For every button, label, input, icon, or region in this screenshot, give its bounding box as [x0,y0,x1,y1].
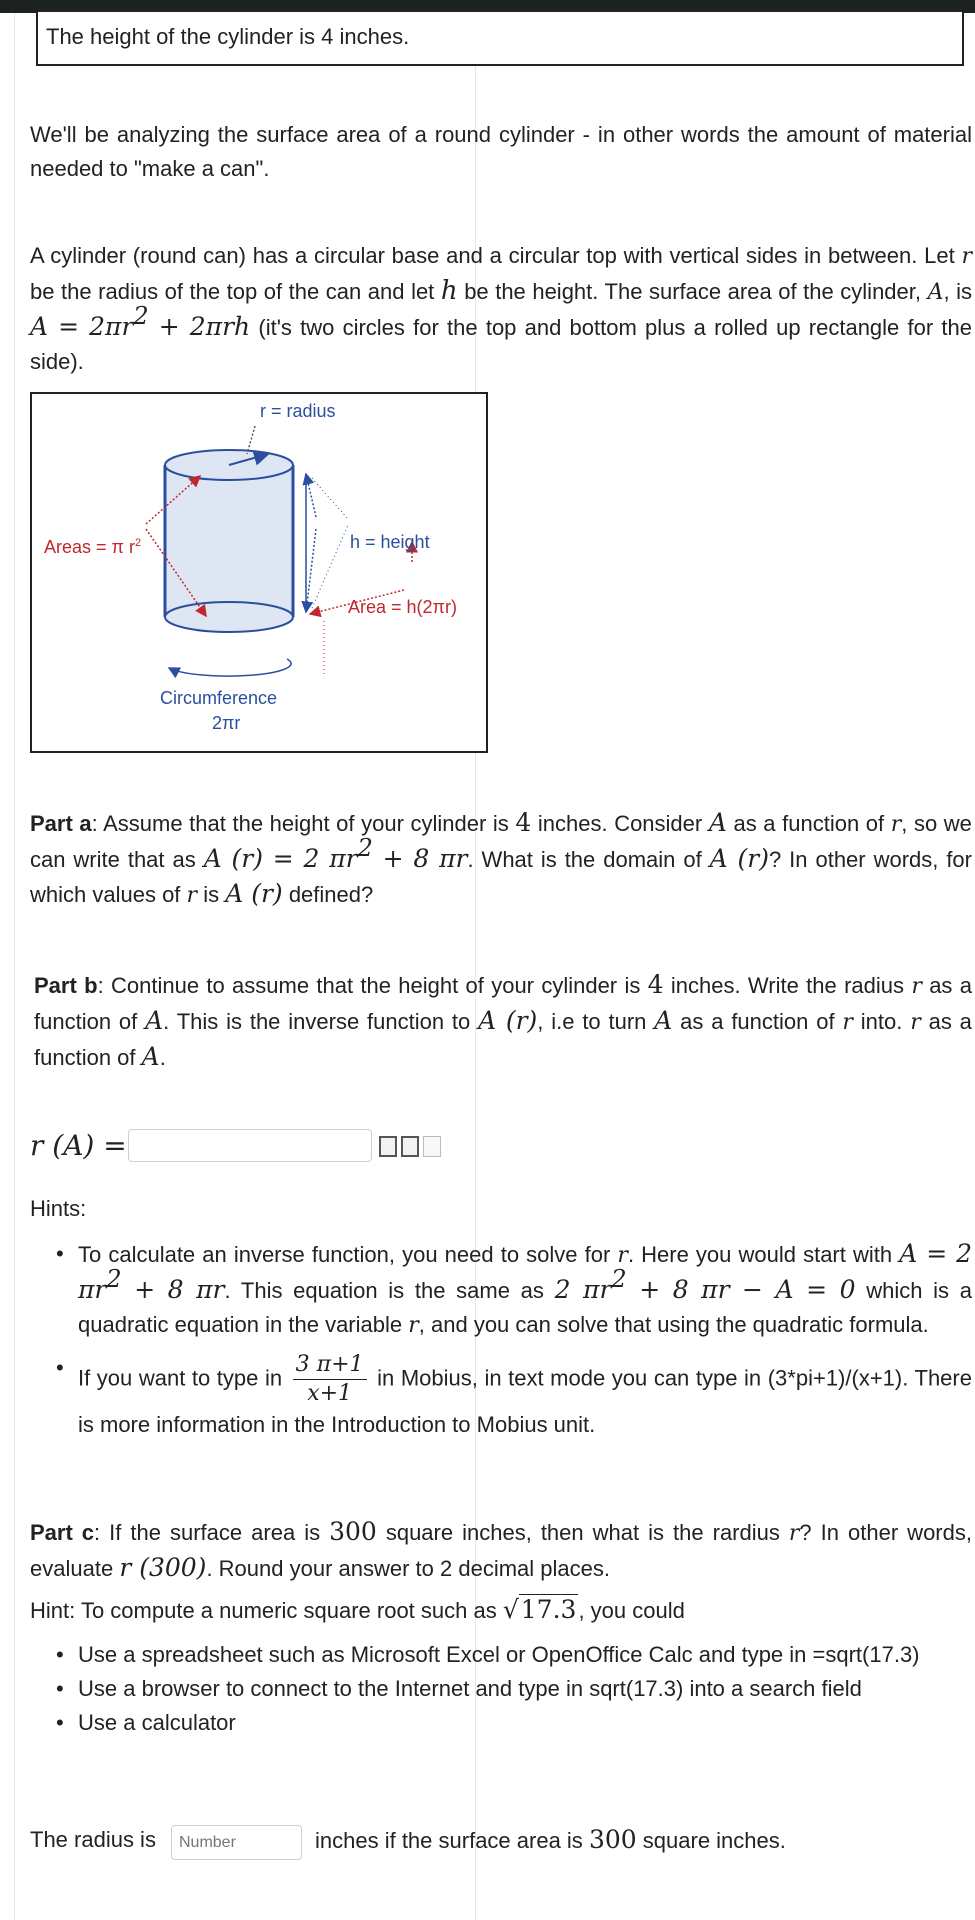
left-border [14,13,15,1920]
hints-list [30,1237,972,1442]
fraction: $\frac{3 \pi+1}{x+1}$ [293,1351,367,1408]
areas-label: Areas = π $r^2$ [44,537,142,557]
intro-paragraph: We'll be analyzing the surface area of a round cylinder - in other words the amount of material needed to "make a can". [30,122,972,181]
circumference-label: Circumference [160,688,278,708]
preview-icon[interactable] [379,1136,397,1157]
sqrt-hint: Hint: To compute a numeric square root such as √17.3, you could [30,1595,685,1624]
header-box [36,10,964,66]
hint-2: • If you want to type in $\frac{3 \pi+1}{x+1}$ in Mobius, in text mode you can type in (3*pi+1)/(x+1). There is more information in the Introduction to Mobius unit. [30,1351,972,1442]
description-paragraph: A cylinder (round can) has a circular base and a circular top with vertical sides in between. Let r be the radius of the top of the can and let h be the height. The surface area of the cylinder, A, is $A = 2\pi r^2 + 2\pi rh$ (it's two circles for the top and bottom plus a rolled up rectangle for the side). [30,243,973,374]
part-c: Part c: If the surface area is 300 square inches, then what is the rardius r? In other words, evaluate r (300). Round your answer to 2 decimal places. [30,1517,972,1582]
list-item: • Use a calculator [30,1706,972,1740]
header-text: The height of the cylinder is 4 inches. [46,24,410,49]
answer-label: r (A) = [30,1129,127,1162]
cylinder-diagram [30,392,488,753]
radius-label: r = radius [260,401,336,421]
part-a: Part a: Assume that the height of your cylinder is 4 inches. Consider A as a function of r, so we can write that as A (r) = 2 $\pi r^2 + 8$ πr. What is the domain of A (r)? In other words, for which values of r is A (r) defined? [30,808,972,908]
height-label: h = height [350,532,430,552]
list-item: • Use a spreadsheet such as Microsoft Excel or OpenOffice Calc and type in =sqrt(17.3) [30,1638,972,1672]
hint-1: • To calculate an inverse function, you need to solve for r. Here you would start with A = 2 $\pi r^2 + 8$ πr. This equation is the same as 2 $\pi r^2 + 8$ πr − A = 0 which is a quadratic equation in the variable r, and you can solve that using the quadratic formula. [30,1237,972,1343]
final-label: The radius is [30,1827,156,1852]
document-icon[interactable] [423,1136,441,1157]
list-item: • Use a browser to connect to the Internet and type in sqrt(17.3) into a search field [30,1672,972,1706]
hints-title: Hints: [30,1196,87,1221]
equation-editor-icon[interactable] [401,1136,419,1157]
answer-input[interactable] [128,1129,372,1162]
final-suffix: inches if the surface area is 300 square inches. [315,1825,786,1854]
side-area-label: Area = h(2πr) [348,597,457,617]
sqrt-hint-list [30,1638,972,1740]
unrolled-circle [169,659,291,676]
circumference-value: 2πr [212,713,241,733]
cylinder-body [165,450,293,632]
part-b: Part b: Continue to assume that the height of your cylinder is 4 inches. Write the radius r as a function of A. This is the inverse function to A (r), i.e to turn A as a function of r into. r as a function of A. [34,970,972,1071]
radius-number-input[interactable] [171,1825,302,1860]
